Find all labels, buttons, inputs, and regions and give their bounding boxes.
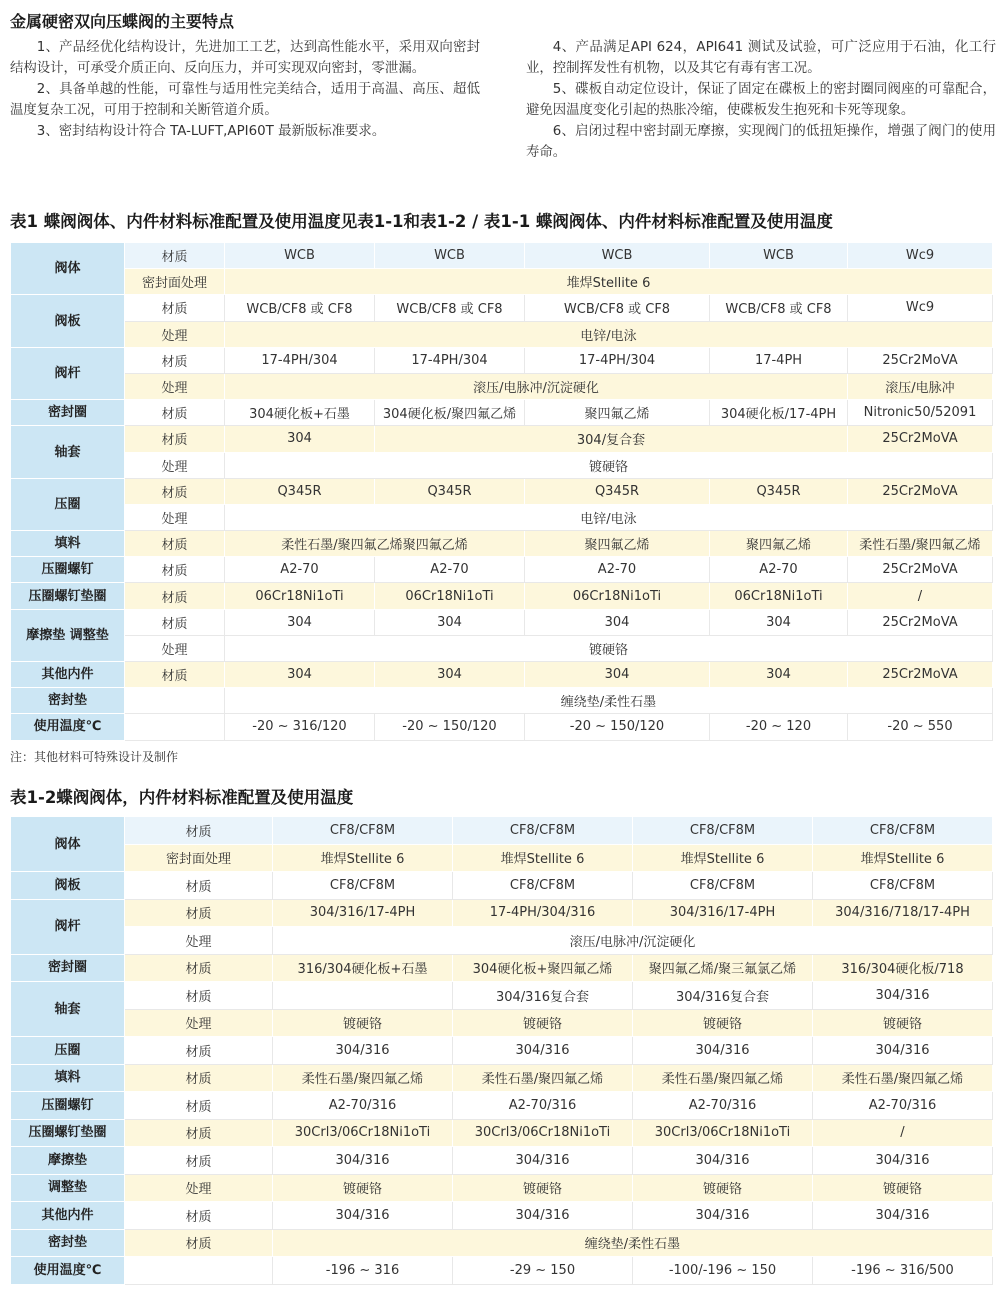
table-row xyxy=(11,1147,993,1175)
table-cell: 25Cr2MoVA xyxy=(848,426,993,452)
table-cell: -196 ~ 316 xyxy=(273,1257,453,1285)
table-cell: Q345R xyxy=(375,478,525,504)
table-row xyxy=(11,1064,993,1092)
attr-cell: 材质 xyxy=(125,899,273,927)
attr-cell: 处理 xyxy=(125,504,225,530)
table-cell: 316/304硬化板/718 xyxy=(813,954,993,982)
row-category: 填料 xyxy=(11,531,125,557)
table-cell: 缠绕垫/柔性石墨 xyxy=(273,1229,993,1257)
table1-note: 注：其他材料可特殊设计及制作 xyxy=(10,750,179,764)
table-cell: 304/复合套 xyxy=(375,426,848,452)
table-cell: A2-70/316 xyxy=(453,1092,633,1120)
attr-cell: 处理 xyxy=(125,1009,273,1037)
table-cell: 304/316 xyxy=(813,982,993,1010)
table-cell: CF8/CF8M xyxy=(273,817,453,845)
table-cell: 304硬化板+聚四氟乙烯 xyxy=(453,954,633,982)
table-cell: 堆焊Stellite 6 xyxy=(813,844,993,872)
row-category: 密封垫 xyxy=(11,688,125,714)
table-cell: WCB xyxy=(525,243,710,269)
table-row xyxy=(11,1202,993,1230)
attr-cell xyxy=(125,714,225,740)
row-category: 密封圈 xyxy=(11,400,125,426)
row-category: 轴套 xyxy=(11,982,125,1037)
table-cell: 304/316 xyxy=(633,1202,813,1230)
table-row xyxy=(11,583,993,609)
table-cell: 镀硬铬 xyxy=(273,1009,453,1037)
table-cell: A2-70 xyxy=(525,557,710,583)
table-cell: 06Cr18Ni1oTi xyxy=(525,583,710,609)
row-category: 压圈螺钉 xyxy=(11,557,125,583)
table-cell: 304 xyxy=(375,662,525,688)
attr-cell: 材质 xyxy=(125,583,225,609)
table-cell: 304 xyxy=(710,662,848,688)
table-cell: 镀硬铬 xyxy=(453,1009,633,1037)
table-cell: 304硬化板/17-4PH xyxy=(710,400,848,426)
table-cell: 304/316复合套 xyxy=(633,982,813,1010)
table-row xyxy=(11,295,993,321)
table-row xyxy=(11,1037,993,1065)
attr-cell: 材质 xyxy=(125,1037,273,1065)
table-cell: 滚压/电脉冲/沉淀硬化 xyxy=(273,927,993,955)
row-category: 其他内件 xyxy=(11,1202,125,1230)
table-cell: Q345R xyxy=(225,478,375,504)
table-cell: 堆焊Stellite 6 xyxy=(225,269,993,295)
attr-cell: 处理 xyxy=(125,635,225,661)
table-row xyxy=(11,635,993,661)
row-category: 压圈 xyxy=(11,1037,125,1065)
table-cell: -20 ~ 120 xyxy=(710,714,848,740)
table-cell: 25Cr2MoVA xyxy=(848,662,993,688)
feature-paragraph: 4、产品满足API 624，API641 测试及试验，可广泛应用于石油，化工行业，控制挥发性有机物，以及其它有毒有害工况。 xyxy=(526,40,996,76)
table-cell: WCB/CF8 或 CF8 xyxy=(225,295,375,321)
table-cell: 30Crl3/06Cr18Ni1oTi xyxy=(273,1119,453,1147)
table-cell: 堆焊Stellite 6 xyxy=(633,844,813,872)
table-row xyxy=(11,817,993,845)
cell-text: 柔性石墨/聚四氟乙烯 xyxy=(281,538,403,554)
row-category: 阀杆 xyxy=(11,899,125,954)
attr-cell: 处理 xyxy=(125,373,225,399)
table-cell: 堆焊Stellite 6 xyxy=(273,844,453,872)
attr-cell: 处理 xyxy=(125,1174,273,1202)
table-cell: WCB xyxy=(375,243,525,269)
table-row xyxy=(11,400,993,426)
row-category: 调整垫 xyxy=(11,1174,125,1202)
table-cell: CF8/CF8M xyxy=(813,872,993,900)
table-cell: 06Cr18Ni1oTi xyxy=(710,583,848,609)
table-cell: 镀硬铬 xyxy=(453,1174,633,1202)
attr-cell: 材质 xyxy=(125,1119,273,1147)
attr-cell: 处理 xyxy=(125,927,273,955)
table-cell: 25Cr2MoVA xyxy=(848,557,993,583)
attr-cell: 材质 xyxy=(125,1229,273,1257)
table-cell: 电锌/电泳 xyxy=(225,504,993,530)
table-cell: 304/316 xyxy=(813,1202,993,1230)
attr-cell: 材质 xyxy=(125,872,273,900)
table-cell: A2-70/316 xyxy=(633,1092,813,1120)
table-row xyxy=(11,844,993,872)
attr-cell: 材质 xyxy=(125,982,273,1010)
features-left-column xyxy=(10,37,480,142)
feature-paragraph: 1、产品经优化结构设计，先进加工工艺，达到高性能水平，采用双向密封结构设计，可承受介质正向、反向压力，并可实现双向密封，零泄漏。 xyxy=(10,40,480,76)
row-category: 密封圈 xyxy=(11,954,125,982)
table-cell: 17-4PH/304 xyxy=(375,347,525,373)
table-cell: 柔性石墨/聚四氟乙烯 xyxy=(273,1064,453,1092)
attr-cell: 材质 xyxy=(125,557,225,583)
table-cell: 304/316/718/17-4PH xyxy=(813,899,993,927)
attr-cell xyxy=(125,688,225,714)
attr-cell: 材质 xyxy=(125,1092,273,1120)
table-cell: 304/316 xyxy=(633,1037,813,1065)
row-category: 使用温度℃ xyxy=(11,714,125,740)
row-category: 阀板 xyxy=(11,295,125,347)
cell-text: 聚四氟乙烯 xyxy=(402,538,468,554)
table-cell: 柔性石墨/聚四氟乙烯 xyxy=(633,1064,813,1092)
row-category: 阀杆 xyxy=(11,347,125,399)
row-category: 密封垫 xyxy=(11,1229,125,1257)
table-row xyxy=(11,478,993,504)
table1-title: 表1 蝶阀阀体、内件材料标准配置及使用温度见表1-1和表1-2 / 表1-1 蝶阀阀体、内件材料标准配置及使用温度 xyxy=(10,212,833,231)
table-row xyxy=(11,609,993,635)
table-cell: CF8/CF8M xyxy=(453,872,633,900)
table-cell: 304/316/17-4PH xyxy=(273,899,453,927)
table-cell: 滚压/电脉冲 xyxy=(848,373,993,399)
table-cell: 聚四氟乙烯 xyxy=(710,531,848,557)
attr-cell: 材质 xyxy=(125,1064,273,1092)
table-cell: -29 ~ 150 xyxy=(453,1257,633,1285)
attr-cell: 密封面处理 xyxy=(125,269,225,295)
attr-cell: 处理 xyxy=(125,321,225,347)
table-cell: CF8/CF8M xyxy=(633,817,813,845)
table-row xyxy=(11,688,993,714)
feature-paragraph: 2、具备单越的性能，可靠性与适用性完美结合，适用于高温、高压、超低温度复杂工况，可用于控制和关断管道介质。 xyxy=(10,82,480,118)
attr-cell: 材质 xyxy=(125,531,225,557)
table-row xyxy=(11,954,993,982)
table-cell: 304 xyxy=(225,609,375,635)
attr-cell: 材质 xyxy=(125,609,225,635)
row-category: 压圈 xyxy=(11,478,125,530)
table-cell: 30Crl3/06Cr18Ni1oTi xyxy=(453,1119,633,1147)
table-row xyxy=(11,531,993,557)
row-category: 摩擦垫 xyxy=(11,1147,125,1175)
table-cell: 17-4PH/304/316 xyxy=(453,899,633,927)
table-cell: 17-4PH/304 xyxy=(225,347,375,373)
table-cell: -100/-196 ~ 150 xyxy=(633,1257,813,1285)
table-row xyxy=(11,662,993,688)
table-cell: 304硬化板/聚四氟乙烯 xyxy=(375,400,525,426)
table-cell: 304/316 xyxy=(453,1037,633,1065)
table-cell: Q345R xyxy=(525,478,710,504)
table-cell: 304/316 xyxy=(453,1202,633,1230)
table-row xyxy=(11,243,993,269)
table-cell: 柔性石墨/聚四氟乙烯 xyxy=(813,1064,993,1092)
feature-paragraph: 6、启闭过程中密封副无摩擦，实现阀门的低扭矩操作，增强了阀门的使用寿命。 xyxy=(526,124,996,160)
table-row xyxy=(11,1257,993,1285)
table-cell: -20 ~ 150/120 xyxy=(375,714,525,740)
table-row xyxy=(11,1009,993,1037)
row-category: 阀体 xyxy=(11,243,125,295)
table-cell: 06Cr18Ni1oTi xyxy=(225,583,375,609)
row-category: 压圈螺钉垫圈 xyxy=(11,1119,125,1147)
row-category: 轴套 xyxy=(11,426,125,478)
table-cell: / xyxy=(813,1119,993,1147)
row-category: 压圈螺钉 xyxy=(11,1092,125,1120)
table-cell: 镀硬铬 xyxy=(633,1174,813,1202)
table-row xyxy=(11,504,993,530)
attr-cell: 处理 xyxy=(125,452,225,478)
table-cell: 304/316 xyxy=(273,1147,453,1175)
attr-cell: 密封面处理 xyxy=(125,844,273,872)
table-row xyxy=(11,269,993,295)
table-cell: 304/316 xyxy=(273,1202,453,1230)
table-cell: 06Cr18Ni1oTi xyxy=(375,583,525,609)
table-row xyxy=(11,1092,993,1120)
attr-cell: 材质 xyxy=(125,400,225,426)
attr-cell: 材质 xyxy=(125,295,225,321)
table-cell: 304 xyxy=(525,609,710,635)
table-cell: WCB xyxy=(225,243,375,269)
table-cell: -196 ~ 316/500 xyxy=(813,1257,993,1285)
table-row xyxy=(11,714,993,740)
table-cell: 30Crl3/06Cr18Ni1oTi xyxy=(633,1119,813,1147)
table-cell: 304 xyxy=(225,662,375,688)
table-cell xyxy=(273,982,453,1010)
row-category: 阀板 xyxy=(11,872,125,900)
table-row xyxy=(11,982,993,1010)
table-cell: Nitronic50/52091 xyxy=(848,400,993,426)
table-cell: 电锌/电泳 xyxy=(225,321,993,347)
table-cell: A2-70 xyxy=(375,557,525,583)
table-cell: 堆焊Stellite 6 xyxy=(453,844,633,872)
table-cell: 316/304硬化板+石墨 xyxy=(273,954,453,982)
table-cell: 304/316 xyxy=(633,1147,813,1175)
table-row xyxy=(11,426,993,452)
table-cell: 25Cr2MoVA xyxy=(848,347,993,373)
table-cell: 304/316/17-4PH xyxy=(633,899,813,927)
table-cell: 17-4PH xyxy=(710,347,848,373)
table-cell: 304/316 xyxy=(813,1147,993,1175)
table-cell: 缠绕垫/柔性石墨 xyxy=(225,688,993,714)
table-row xyxy=(11,347,993,373)
feature-paragraph: 5、碟板自动定位设计，保证了固定在碟板上的密封圈同阀座的可靠配合，避免因温度变化引起的热胀冷缩，使碟板发生抱死和卡死等现象。 xyxy=(526,82,996,118)
table-cell: 304/316 xyxy=(273,1037,453,1065)
table-row xyxy=(11,452,993,478)
attr-cell: 材质 xyxy=(125,243,225,269)
table-cell: 聚四氟乙烯 xyxy=(525,400,710,426)
table-cell: Wc9 xyxy=(848,243,993,269)
row-category: 压圈螺钉垫圈 xyxy=(11,583,125,609)
table-row xyxy=(11,557,993,583)
attr-cell: 材质 xyxy=(125,817,273,845)
attr-cell: 材质 xyxy=(125,478,225,504)
table-row xyxy=(11,1174,993,1202)
table-cell: 柔性石墨/聚四氟乙烯 xyxy=(848,531,993,557)
table2-title: 表1-2蝶阀阀体，内件材料标准配置及使用温度 xyxy=(10,788,354,807)
row-category: 使用温度℃ xyxy=(11,1257,125,1285)
table-cell: 镀硬铬 xyxy=(633,1009,813,1037)
row-category: 阀体 xyxy=(11,817,125,872)
page-title: 金属硬密双向压蝶阀的主要特点 xyxy=(10,12,235,31)
table-cell: 304/316复合套 xyxy=(453,982,633,1010)
table-cell xyxy=(225,531,525,557)
attr-cell: 材质 xyxy=(125,1147,273,1175)
table-cell: 镀硬铬 xyxy=(813,1009,993,1037)
table-cell: WCB/CF8 或 CF8 xyxy=(525,295,710,321)
attr-cell: 材质 xyxy=(125,426,225,452)
table-cell: 25Cr2MoVA xyxy=(848,609,993,635)
attr-cell: 材质 xyxy=(125,954,273,982)
table-cell: CF8/CF8M xyxy=(453,817,633,845)
table-cell: 25Cr2MoVA xyxy=(848,478,993,504)
attr-cell: 材质 xyxy=(125,662,225,688)
row-category: 摩擦垫 调整垫 xyxy=(11,609,125,661)
feature-paragraph: 3、密封结构设计符合 TA-LUFT,API60T 最新版标准要求。 xyxy=(36,124,386,139)
table-cell: 镀硬铬 xyxy=(225,635,993,661)
table-cell: A2-70/316 xyxy=(273,1092,453,1120)
table-cell: 聚四氟乙烯/聚三氟氯乙烯 xyxy=(633,954,813,982)
table-cell: 304硬化板+石墨 xyxy=(225,400,375,426)
attr-cell: 材质 xyxy=(125,1202,273,1230)
table-cell: 304 xyxy=(525,662,710,688)
table-row xyxy=(11,1229,993,1257)
table-cell: A2-70 xyxy=(225,557,375,583)
table1-materials xyxy=(10,242,993,741)
table-cell: A2-70 xyxy=(710,557,848,583)
table-row xyxy=(11,1119,993,1147)
table-cell: 柔性石墨/聚四氟乙烯 xyxy=(453,1064,633,1092)
table-row xyxy=(11,872,993,900)
table-cell: Q345R xyxy=(710,478,848,504)
table-cell: 304/316 xyxy=(453,1147,633,1175)
table-cell: WCB xyxy=(710,243,848,269)
table-cell: Wc9 xyxy=(848,295,993,321)
table-cell: CF8/CF8M xyxy=(813,817,993,845)
table-row xyxy=(11,373,993,399)
table-cell: 17-4PH/304 xyxy=(525,347,710,373)
table-cell: 304/316 xyxy=(813,1037,993,1065)
table-cell: 滚压/电脉冲/沉淀硬化 xyxy=(225,373,848,399)
table-row xyxy=(11,927,993,955)
row-category: 其他内件 xyxy=(11,662,125,688)
table-cell: WCB/CF8 或 CF8 xyxy=(710,295,848,321)
table-cell: -20 ~ 150/120 xyxy=(525,714,710,740)
table-cell: WCB/CF8 或 CF8 xyxy=(375,295,525,321)
table-cell: 镀硬铬 xyxy=(225,452,993,478)
table-cell: 304 xyxy=(225,426,375,452)
table-cell: 镀硬铬 xyxy=(273,1174,453,1202)
attr-cell xyxy=(125,1257,273,1285)
table-row xyxy=(11,899,993,927)
table-cell: 聚四氟乙烯 xyxy=(525,531,710,557)
features-right-column xyxy=(526,37,996,163)
table-cell: -20 ~ 316/120 xyxy=(225,714,375,740)
table2-materials xyxy=(10,816,993,1285)
table-cell: 304 xyxy=(710,609,848,635)
table-cell: 镀硬铬 xyxy=(813,1174,993,1202)
table-cell: CF8/CF8M xyxy=(633,872,813,900)
table-cell: 304 xyxy=(375,609,525,635)
table-cell: / xyxy=(848,583,993,609)
row-category: 填料 xyxy=(11,1064,125,1092)
attr-cell: 材质 xyxy=(125,347,225,373)
table-cell: A2-70/316 xyxy=(813,1092,993,1120)
table-cell: -20 ~ 550 xyxy=(848,714,993,740)
table-row xyxy=(11,321,993,347)
table-cell: CF8/CF8M xyxy=(273,872,453,900)
